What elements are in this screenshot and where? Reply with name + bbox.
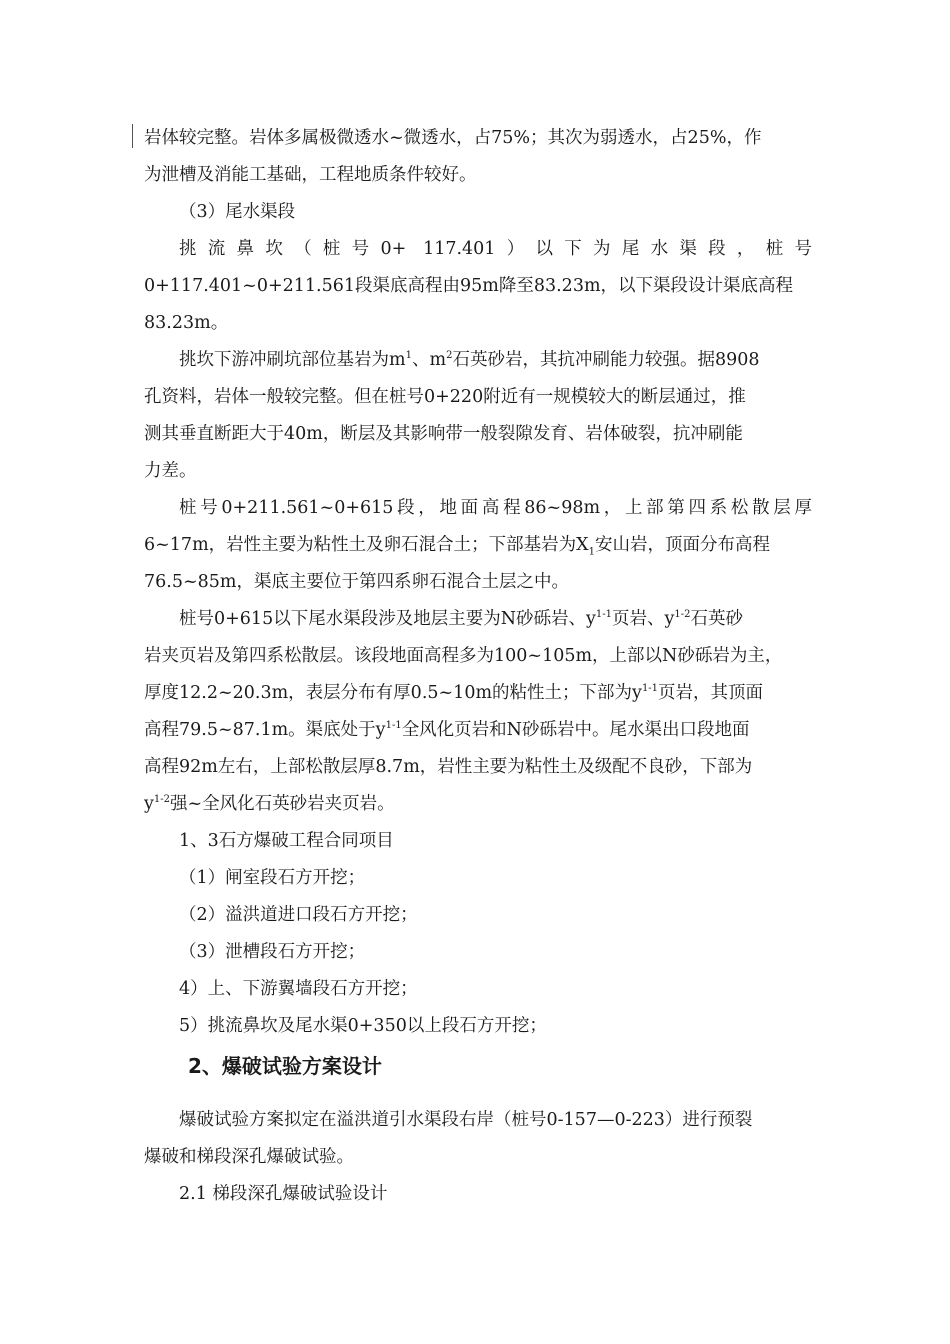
- text-line: 孔资料，岩体一般较完整。但在桩号0+220附近有一规模较大的断层通过，推: [144, 387, 746, 407]
- paragraph-blasting-plan: [144, 1102, 812, 1176]
- text-line: 力差。: [144, 461, 197, 481]
- paragraph-strata: [144, 601, 812, 823]
- subsection-title: 2.1 梯段深孔爆破试验设计: [179, 1184, 388, 1204]
- section-heading: 2、爆破试验方案设计: [188, 1054, 382, 1078]
- list-item: 4）上、下游翼墙段石方开挖；: [179, 979, 418, 999]
- text-line: 76.5~85m，渠底主要位于第四系卵石混合土层之中。: [144, 572, 569, 592]
- text-line: 爆破试验方案拟定在溢洪道引水渠段右岸（桩号0-157—0-223）进行预裂: [179, 1110, 753, 1130]
- text-line: 岩体较完整。岩体多属极微透水~微透水，占75%；其次为弱透水，占25%，作: [144, 128, 762, 148]
- section-3-title: （3）尾水渠段: [179, 202, 296, 222]
- list-item: （3）泄槽段石方开挖；: [179, 942, 366, 962]
- text-line: 岩夹页岩及第四系松散层。该段地面高程多为100~105m，上部以N砂砾岩为主，: [144, 646, 783, 666]
- paragraph-tailrace: [144, 231, 812, 342]
- list-item: （1）闸室段石方开挖；: [179, 868, 366, 888]
- text-line: 挑坎下游冲刷坑部位基岩为$m^1$、$m^2$石英砂岩，其抗冲刷能力较强。据8908: [179, 350, 760, 370]
- text-line: 桩号0+615以下尾水渠段涉及地层主要为N砂砾岩、$y^{1-1}$页岩、$y^{1-2}$石英砂: [179, 609, 744, 629]
- text-line: 高程79.5~87.1m。渠底处于$y^{1-1}$全风化页岩和N砂砾岩中。尾水渠出口段地面: [144, 720, 750, 740]
- text-line: 83.23m。: [144, 313, 229, 333]
- text-line: 爆破和梯段深孔爆破试验。: [144, 1147, 354, 1167]
- text-line: 为泄槽及消能工基础，工程地质条件较好。: [144, 165, 477, 185]
- text-line: 厚度12.2~20.3m，表层分布有厚0.5~10m的粘性土；下部为$y^{1-1}$页岩，其顶面: [144, 683, 764, 703]
- text-line: 6~17m，岩性主要为粘性土及卵石混合土；下部基岩为$X_1$安山岩，顶面分布高程: [144, 535, 770, 558]
- paragraph-scour-pit: [144, 342, 812, 490]
- list-item: 5）挑流鼻坎及尾水渠0+350以上段石方开挖；: [179, 1016, 547, 1036]
- paragraph-rock-integrity: [144, 120, 812, 194]
- text-line: 挑流鼻坎（桩号0+ 117.401）以下为尾水渠段，桩号: [179, 239, 812, 259]
- margin-marker: [132, 124, 133, 148]
- paragraph-station-range: [144, 490, 812, 601]
- list-item: （2）溢洪道进口段石方开挖；: [179, 905, 418, 925]
- text-line: $y^{1-2}$强~全风化石英砂岩夹页岩。: [144, 794, 395, 814]
- text-line: 高程92m左右，上部松散层厚8.7m，岩性主要为粘性土及级配不良砂，下部为: [144, 757, 753, 777]
- text-line: 0+117.401~0+211.561段渠底高程由95m降至83.23m，以下渠段设计渠底高程: [144, 276, 794, 296]
- list-item-contract-title: 1、3石方爆破工程合同项目: [179, 831, 394, 851]
- text-line: 桩号0+211.561~0+615段，地面高程86~98m，上部第四系松散层厚: [179, 498, 812, 518]
- text-line: 测其垂直断距大于40m，断层及其影响带一般裂隙发育、岩体破裂，抗冲刷能: [144, 424, 743, 444]
